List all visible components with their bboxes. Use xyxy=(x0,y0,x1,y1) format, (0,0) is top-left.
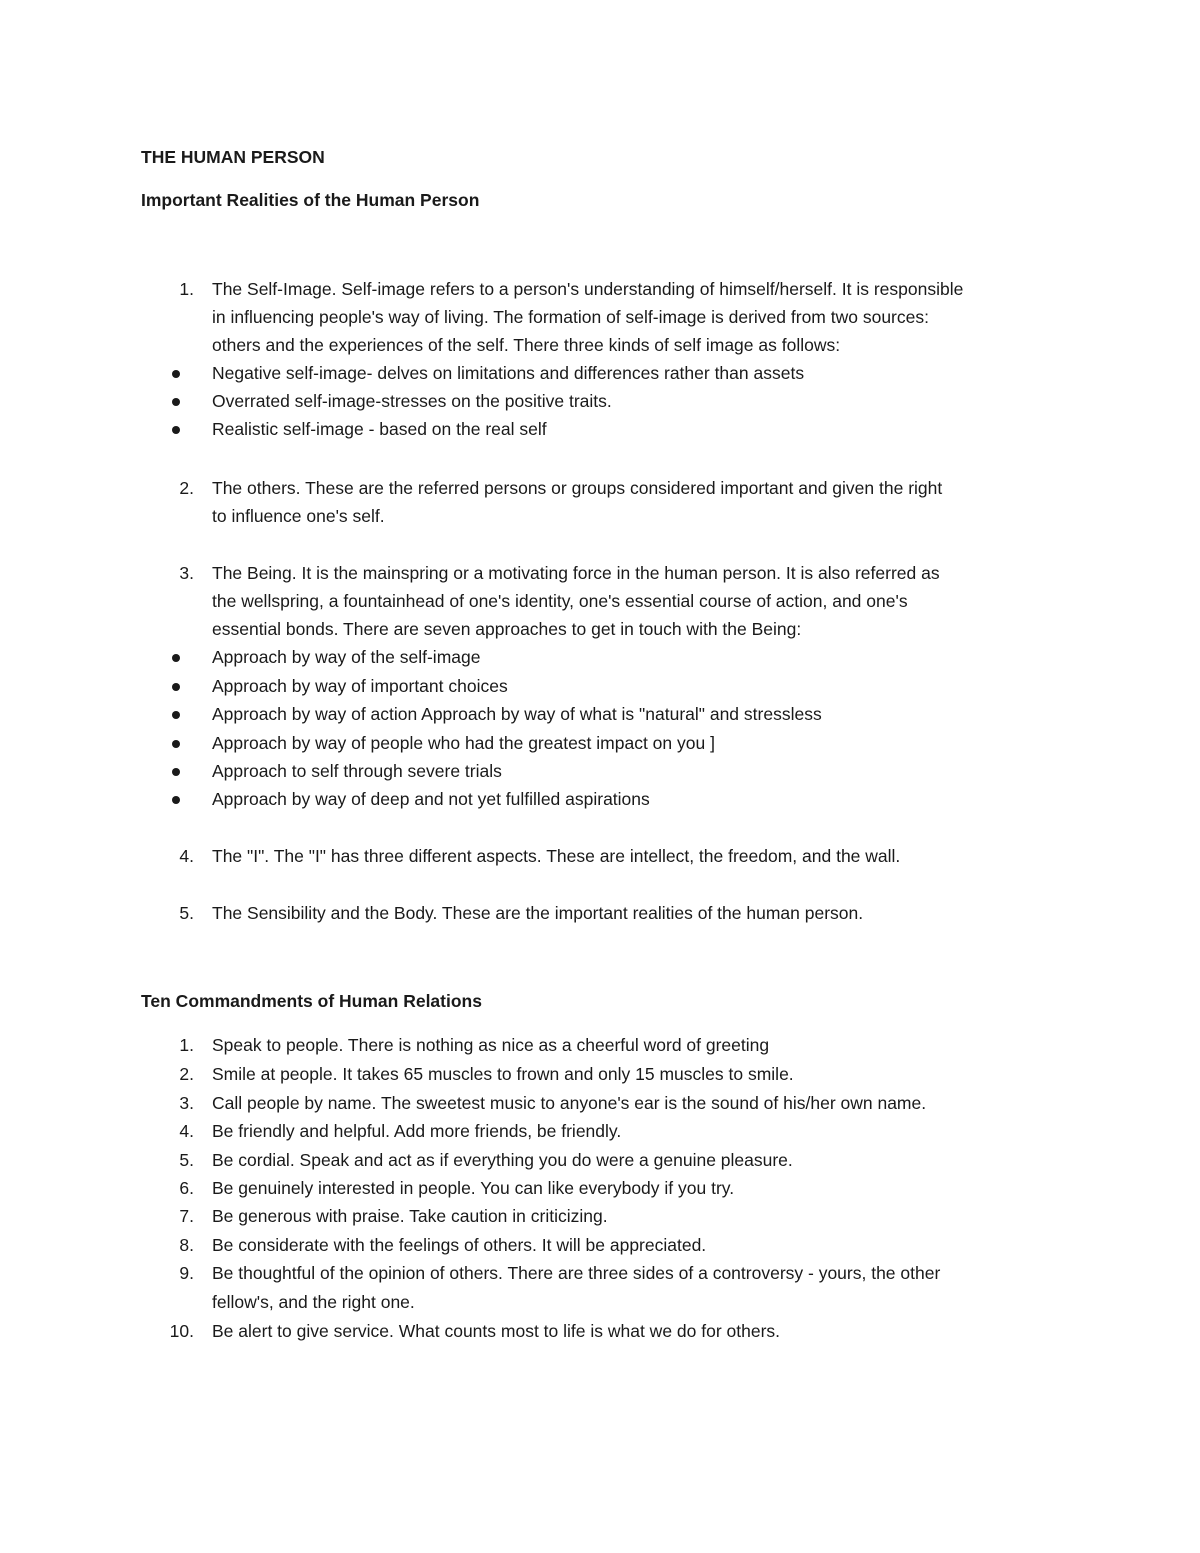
bullet-text: Approach by way of important choices xyxy=(212,676,508,696)
list-text: essential bonds. There are seven approaches to get in touch with the Being: xyxy=(212,619,802,639)
bullet-icon xyxy=(172,768,180,776)
list-text: Smile at people. It takes 65 muscles to frown and only 15 muscles to smile. xyxy=(212,1064,794,1084)
bullet-text: Realistic self-image - based on the real self xyxy=(212,419,547,439)
list-number: 4. xyxy=(179,1121,194,1141)
bullet-text: Approach by way of action Approach by way of what is "natural" and stressless xyxy=(212,704,822,724)
list-text: The "I". The "I" has three different aspects. These are intellect, the freedom, and the wall. xyxy=(212,846,901,866)
list-text: The others. These are the referred persons or groups considered important and given the right xyxy=(212,478,943,498)
bullet-icon xyxy=(172,740,180,748)
bullet-text: Approach by way of people who had the greatest impact on you ] xyxy=(212,733,715,753)
list-number: 4. xyxy=(179,846,194,866)
list-number: 1. xyxy=(179,1035,194,1055)
list-number: 1. xyxy=(179,279,194,299)
list-text: The Being. It is the mainspring or a motivating force in the human person. It is also referred as xyxy=(212,563,940,583)
bullet-icon xyxy=(172,426,180,434)
bullet-text: Approach by way of deep and not yet fulfilled aspirations xyxy=(212,789,650,809)
bullet-icon xyxy=(172,683,180,691)
list-number: 6. xyxy=(179,1178,194,1198)
list-text: Be friendly and helpful. Add more friends, be friendly. xyxy=(212,1121,622,1141)
list-text: Speak to people. There is nothing as nice as a cheerful word of greeting xyxy=(212,1035,770,1055)
list-text: Be genuinely interested in people. You can like everybody if you try. xyxy=(212,1178,735,1198)
bullet-icon xyxy=(172,711,180,719)
list-number: 5. xyxy=(179,1150,194,1170)
list-number: 10. xyxy=(169,1321,194,1341)
section-heading-commandments: Ten Commandments of Human Relations xyxy=(141,991,482,1011)
bullet-text: Overrated self-image-stresses on the positive traits. xyxy=(212,391,612,411)
list-text: others and the experiences of the self. There three kinds of self image as follows: xyxy=(212,335,841,355)
list-text: Be thoughtful of the opinion of others. There are three sides of a controversy - yours, the other xyxy=(212,1263,941,1283)
bullet-text: Approach to self through severe trials xyxy=(212,761,502,781)
bullet-text: Negative self-image- delves on limitations and differences rather than assets xyxy=(212,363,805,383)
list-text: fellow's, and the right one. xyxy=(212,1292,415,1312)
list-number: 3. xyxy=(179,1093,194,1113)
document-title: THE HUMAN PERSON xyxy=(141,147,325,167)
list-text: the wellspring, a fountainhead of one's identity, one's essential course of action, and one's xyxy=(212,591,908,611)
bullet-icon xyxy=(172,654,180,662)
list-text: Be considerate with the feelings of others. It will be appreciated. xyxy=(212,1235,707,1255)
bullet-icon xyxy=(172,796,180,804)
list-number: 7. xyxy=(179,1206,194,1226)
section-heading-realities: Important Realities of the Human Person xyxy=(141,190,480,210)
list-number: 9. xyxy=(179,1263,194,1283)
list-number: 5. xyxy=(179,903,194,923)
bullet-text: Approach by way of the self-image xyxy=(212,647,481,667)
list-number: 8. xyxy=(179,1235,194,1255)
list-text: in influencing people's way of living. The formation of self-image is derived from two sources: xyxy=(212,307,929,327)
list-text: Be cordial. Speak and act as if everything you do were a genuine pleasure. xyxy=(212,1150,793,1170)
list-text: Be alert to give service. What counts most to life is what we do for others. xyxy=(212,1321,781,1341)
list-number: 2. xyxy=(179,1064,194,1084)
list-number: 3. xyxy=(179,563,194,583)
bullet-icon xyxy=(172,370,180,378)
list-text: Be generous with praise. Take caution in criticizing. xyxy=(212,1206,608,1226)
bullet-icon xyxy=(172,398,180,406)
list-text: Call people by name. The sweetest music to anyone's ear is the sound of his/her own name. xyxy=(212,1093,927,1113)
list-text: The Self-Image. Self-image refers to a person's understanding of himself/herself. It is responsible xyxy=(212,279,964,299)
list-number: 2. xyxy=(179,478,194,498)
list-text: to influence one's self. xyxy=(212,506,385,526)
list-text: The Sensibility and the Body. These are the important realities of the human person. xyxy=(212,903,864,923)
